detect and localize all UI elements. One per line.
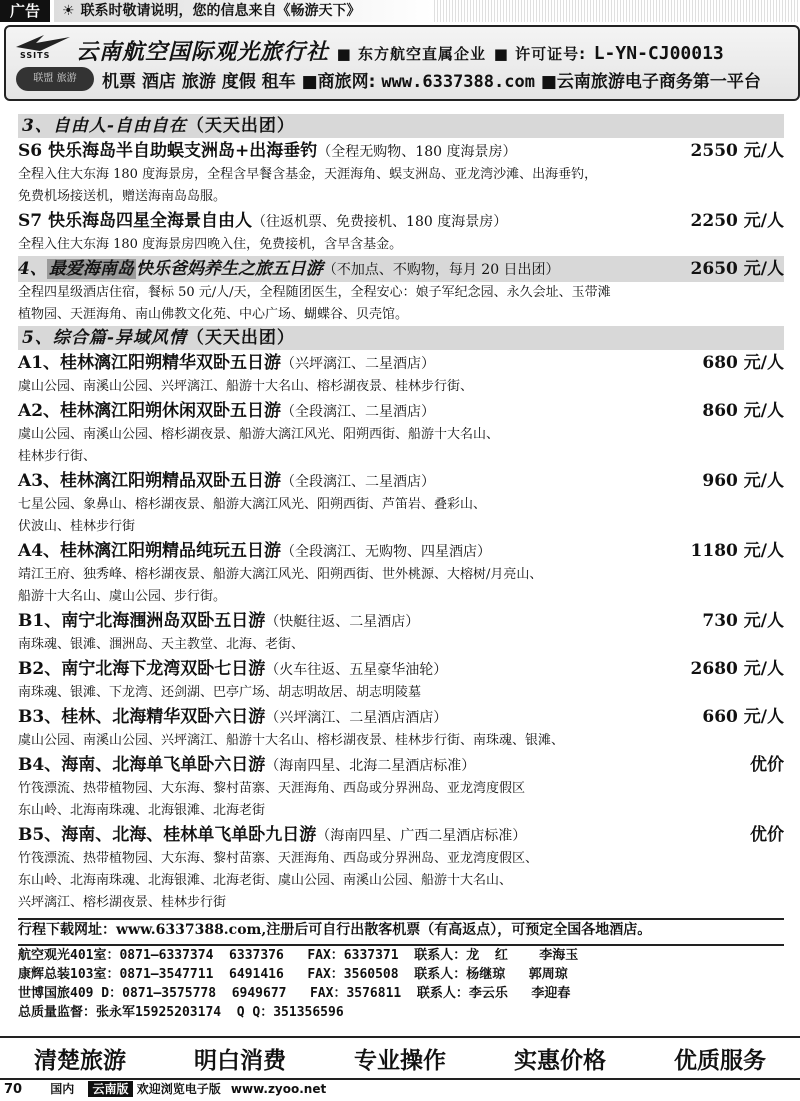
slogan-bar [0, 1036, 800, 1080]
tour-price: 2650 元/人 [690, 259, 784, 279]
page-number: 70 [4, 1082, 23, 1097]
tour-row [18, 398, 784, 424]
tour-price: 优价 [750, 825, 784, 845]
source-notice [54, 0, 434, 22]
tour-desc: 全程四星级酒店住宿，餐标 50 元/人/天，全程随团医生，全程安心：娘子军纪念园、永久会址、玉带滩 [18, 285, 611, 300]
license-number: L-YN-CJ00013 [593, 43, 724, 64]
tour-note: （全程无购物、180 度海景房） [317, 144, 517, 160]
tour-price: 2550 元/人 [690, 141, 784, 161]
license-label: 许可证号: [515, 45, 587, 63]
tour-note: （兴坪漓江、二星酒店酒店） [265, 710, 448, 726]
contact-line: 航空观光401室：0871—6337374 6337376 FAX：6337371 联系人：龙 红 李海玉 [18, 948, 579, 963]
tour-name: S7 快乐海岛四星全海景自由人 [18, 211, 253, 231]
tour-desc: 虞山公园、南溪山公园、榕杉湖夜景、船游大漓江风光、阳朔西街、船游十大名山、 [18, 427, 500, 442]
header-line-2: 机票 酒店 旅游 度假 租车 ■商旅网: www.6337388.com ■云南旅游电子商务第一平台 [102, 72, 761, 92]
tour-row [18, 656, 784, 682]
services: 机票 酒店 旅游 度假 租车 [102, 72, 296, 92]
download-line: 行程下载网址：www.6337388.com,注册后可自行出散客机票（有高返点），可预定全国各地酒店。 [18, 922, 652, 938]
ssits-logo [14, 33, 72, 61]
tour-name: B4、海南、北海单飞单卧六日游 [18, 755, 266, 775]
ad-tag: 广告 [0, 0, 50, 22]
tour-note: （海南四星、广西二星酒店标准） [316, 828, 527, 844]
tour-note: （兴坪漓江、二星酒店） [281, 356, 436, 372]
tour-name: A1、桂林漓江阳朔精华双卧五日游 [18, 353, 282, 373]
tour-row [18, 704, 784, 730]
tour-note: （往返机票、免费接机、180 度海景房） [252, 214, 508, 230]
tour-row [18, 538, 784, 564]
tour-price: 1180 元/人 [690, 541, 784, 561]
tour-price: 960 元/人 [702, 471, 784, 491]
section-title-5: 5、综合篇-异域风情（天天出团） [18, 326, 784, 350]
tour-name: B5、海南、北海、桂林单飞单卧九日游 [18, 825, 317, 845]
tour-name: A3、桂林漓江阳朔精品双卧五日游 [18, 471, 282, 491]
section-title-4: 4、 最爱海南岛 快乐爸妈养生之旅五日游（不加点、不购物，每月 20 日出团） 2650 元/人 [18, 256, 784, 282]
tour-desc: 南珠魂、银滩、下龙湾、还剑湖、巴亭广场、胡志明故居、胡志明陵墓 [18, 685, 422, 700]
tour-desc: 伏波山、桂林步行街 [18, 519, 136, 534]
section-title-3: 3、自由人-自由自在（天天出团） [18, 114, 784, 138]
edition-badge: 云南版 [88, 1081, 132, 1097]
tour-price: 2680 元/人 [690, 659, 784, 679]
contact-line: 世博国旅409 D：0871—3575778 6949677 FAX：3576811 联系人：李云乐 李迎春 [18, 986, 571, 1001]
tour-note: （火车往返、五星豪华油轮） [265, 662, 448, 678]
contact-line: 康辉总装103室：0871—3547711 6491416 FAX：3560508 联系人：杨继琼 郭周琼 [18, 967, 568, 982]
slogan-item: 专业操作 [354, 1046, 446, 1074]
tour-desc: 船游十大名山、虞山公园、步行街。 [18, 589, 227, 604]
slogan-item: 实惠价格 [514, 1046, 606, 1074]
tour-price: 优价 [750, 755, 784, 775]
decorative-stripes [434, 0, 800, 22]
site-url[interactable]: www.6337388.com [381, 72, 535, 92]
tour-name: A2、桂林漓江阳朔休闲双卧五日游 [18, 401, 282, 421]
tour-desc: 全程入住大东海 180 度海景房四晚入住，免费接机，含早含基金。 [18, 237, 403, 252]
tour-note: （全段漓江、无购物、四星酒店） [281, 544, 492, 560]
tour-name: B3、桂林、北海精华双卧六日游 [18, 707, 266, 727]
domestic-label: 国内 [50, 1082, 75, 1096]
header-line-1: 云南航空国际观光旅行社 ■ 东方航空直属企业 ■ 许可证号: L-YN-CJ00013 [76, 40, 724, 65]
tour-price: 680 元/人 [702, 353, 784, 373]
highlight-label: 最爱海南岛 [48, 259, 134, 279]
tour-note: （全段漓江、二星酒店） [281, 474, 436, 490]
site-label: 商旅网: [317, 72, 376, 92]
tour-desc: 东山岭、北海南珠魂、北海银滩、北海老街、虞山公园、南溪山公园、船游十大名山、 [18, 873, 513, 888]
affiliation: 东方航空直属企业 [358, 45, 487, 63]
tour-desc: 虞山公园、南溪山公园、兴坪漓江、船游十大名山、榕杉湖夜景、桂林步行街、南珠魂、银滩、 [18, 733, 565, 748]
slogan-item: 优质服务 [674, 1046, 766, 1074]
tour-price: 730 元/人 [702, 611, 784, 631]
header-slogan: 云南旅游电子商务第一平台 [556, 72, 761, 92]
wing-logo-icon [14, 33, 72, 53]
tour-row [18, 350, 784, 376]
company-name: 云南航空国际观光旅行社 [76, 40, 330, 65]
tour-price: 860 元/人 [702, 401, 784, 421]
union-travel-logo: 联盟 旅游 [16, 67, 94, 91]
slogan-item: 清楚旅游 [34, 1046, 126, 1074]
tour-desc: 兴坪漓江、榕杉湖夜景、桂林步行街 [18, 895, 227, 910]
tour-desc: 竹筏漂流、热带植物园、大东海、黎村苗寨、天涯海角、西岛或分界洲岛、亚龙湾度假区、 [18, 851, 539, 866]
tour-note: （快艇往返、二星酒店） [265, 614, 420, 630]
page-footer [0, 1078, 800, 1100]
tour-desc: 植物园、天涯海角、南山佛教文化苑、中心广场、蝴蝶谷、贝壳馆。 [18, 307, 409, 322]
tour-note: （海南四星、北海二星酒店标准） [265, 758, 476, 774]
agency-header [4, 25, 800, 101]
browse-text: 欢迎浏览电子版 [136, 1082, 221, 1096]
tour-row [18, 468, 784, 494]
tour-desc: 七星公园、象鼻山、榕杉湖夜景、船游大漓江风光、阳朔西街、芦笛岩、叠彩山、 [18, 497, 487, 512]
tour-listing [18, 114, 784, 1022]
tour-row [18, 138, 784, 164]
sun-icon: ☀ [62, 3, 75, 19]
tour-note: （全段漓江、二星酒店） [281, 404, 436, 420]
slogan-item: 明白消费 [194, 1046, 286, 1074]
tour-desc: 南珠魂、银滩、涠洲岛、天主教堂、北海、老街、 [18, 637, 305, 652]
tour-name: B1、南宁北海涠洲岛双卧五日游 [18, 611, 266, 631]
tour-price: 2250 元/人 [690, 211, 784, 231]
tour-desc: 东山岭、北海南珠魂、北海银滩、北海老街 [18, 803, 266, 818]
tour-desc: 虞山公园、南溪山公园、兴坪漓江、船游十大名山、榕杉湖夜景、桂林步行街、 [18, 379, 474, 394]
tour-price: 660 元/人 [702, 707, 784, 727]
tour-row [18, 208, 784, 234]
tour-row [18, 752, 784, 778]
tour-desc: 桂林步行街、 [18, 449, 97, 464]
tour-row [18, 822, 784, 848]
supervision-line: 总质量监督：张永军15925203174 Q Q：351356596 [18, 1005, 344, 1020]
logo-text: SSITS [20, 51, 51, 60]
tour-desc: 免费机场接送机，赠送海南岛岛服。 [18, 189, 227, 204]
notice-text: 联系时敬请说明，您的信息来自《畅游天下》 [80, 3, 361, 19]
top-banner [0, 0, 800, 22]
tour-desc: 全程入住大东海 180 度海景房，全程含早餐含基金，天涯海角、蜈支洲岛、亚龙湾沙滩、出海垂钓， [18, 167, 598, 182]
tour-row [18, 608, 784, 634]
tour-desc: 竹筏漂流、热带植物园、大东海、黎村苗寨、天涯海角、西岛或分界洲岛、亚龙湾度假区 [18, 781, 526, 796]
tour-name: S6 快乐海岛半自助蜈支洲岛+出海垂钓 [18, 141, 318, 161]
tour-desc: 靖江王府、独秀峰、榕杉湖夜景、船游大漓江风光、阳朔西街、世外桃源、大榕树/月亮山、 [18, 567, 543, 582]
footer-website[interactable]: www.zyoo.net [230, 1082, 327, 1096]
tour-name: A4、桂林漓江阳朔精品纯玩五日游 [18, 541, 282, 561]
tour-name: B2、南宁北海下龙湾双卧七日游 [18, 659, 266, 679]
contact-block [18, 946, 784, 1022]
